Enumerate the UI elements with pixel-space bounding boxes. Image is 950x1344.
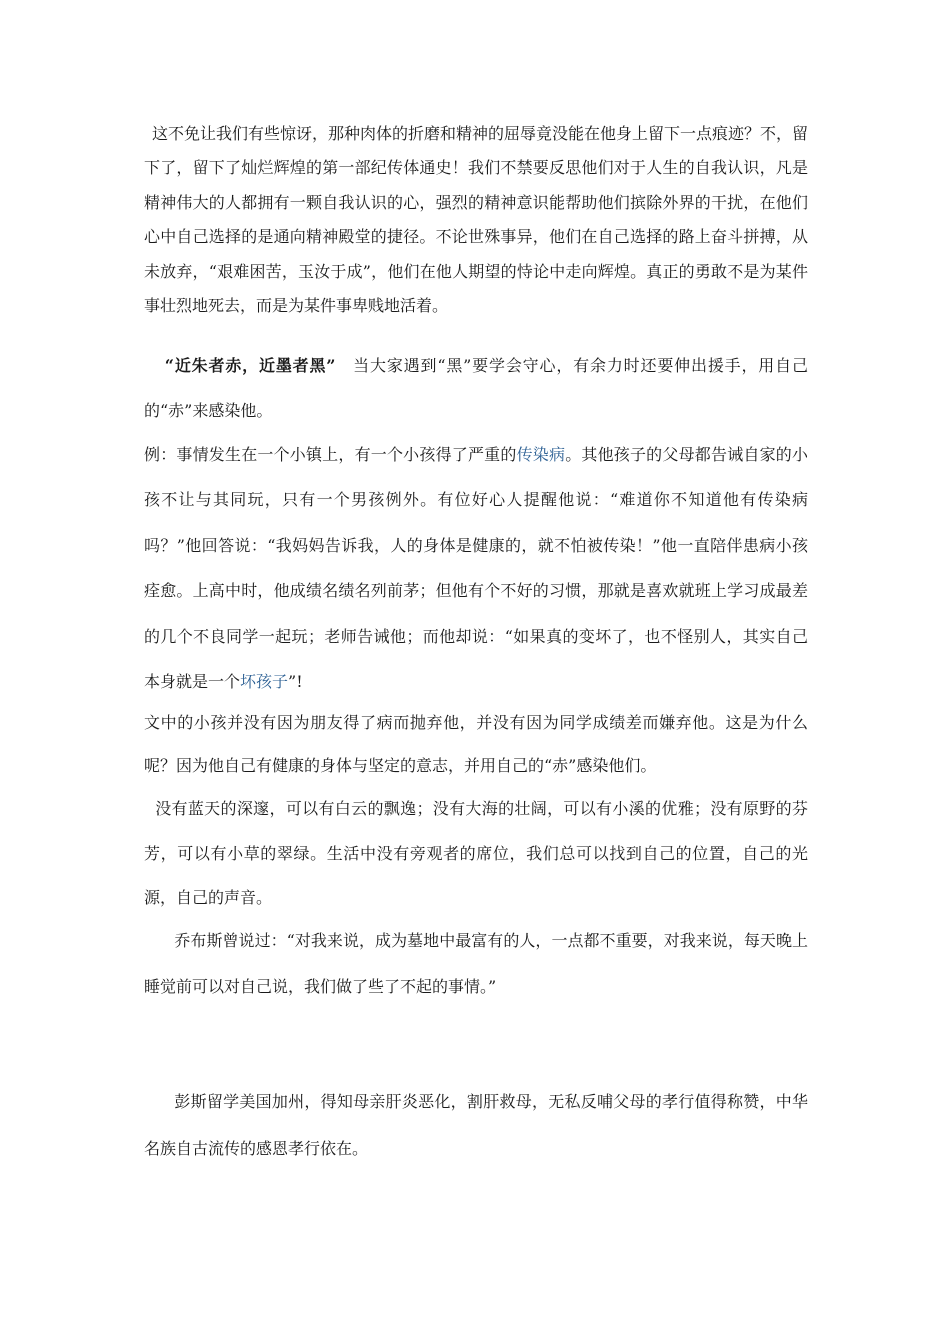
paragraph-heading: “近朱者赤，近墨者黑”	[164, 356, 336, 375]
link-infectious-disease[interactable]: 传染病	[516, 445, 566, 464]
paragraph-blue-sky: 没有蓝天的深邃，可以有白云的飘逸；没有大海的壮阔，可以有小溪的优雅；没有原野的芬芳，可以有小草的翠绿。生活中没有旁观者的席位，我们总可以找到自己的位置，自己的光源，自己的声音。	[144, 799, 808, 907]
paragraph-jobs-quote: 乔布斯曾说过：“对我来说，成为墓地中最富有的人，一点都不重要，对我来说，每天晚上睡觉前可以对自己说，我们做了些了不起的事情。”	[144, 931, 808, 996]
example-text-part1: 例：事情发生在一个小镇上，有一个小孩得了严重的	[144, 445, 517, 464]
example-text-part3: ”!	[288, 672, 303, 692]
example-text-part2: 。其他孩子的父母都告诫自家的小孩不让与其同玩，只有一个男孩例外。有位好心人提醒他说：“难道你不知道他有传染病吗？”他回答说：“我妈妈告诉我，人的身体是健康的，就不怕被传染！”他一直陪伴患病小孩痊愈。上高中时，他成绩名绩名列前茅；但他有个不好的习惯，那就是喜欢就班上学习成最差的几个不良同学一起玩；老师告诫他；而他却说：“如果真的变坏了，也不怪别人，其实自己本身就是一个	[144, 445, 808, 692]
paragraph-example	[144, 432, 808, 704]
paragraph-body: 当大家遇到“黑”要学会守心，有余力时还要伸出援手，用自己的“赤”来感染他。	[144, 356, 808, 420]
link-bad-child[interactable]: 坏孩子	[240, 672, 289, 692]
paragraph-jin-zhu-zhe-chi	[144, 343, 808, 433]
paragraph-filial-piety: 彭斯留学美国加州，得知母亲肝炎恶化，割肝救母，无私反哺父母的孝行值得称赞，中华名族自古流传的感恩孝行依在。	[144, 1092, 808, 1158]
paragraph-sima-qian: 这不免让我们有些惊讶，那种肉体的折磨和精神的屈辱竟没能在他身上留下一点痕迹？不，留下了，留下了灿烂辉煌的第一部纪传体通史！我们不禁要反思他们对于人生的自我认识，凡是精神伟大的人都拥有一颗自我认识的心，强烈的精神意识能帮助他们摈除外界的干扰，在他们心中自己选择的是通向精神殿堂的捷径。不论世殊事异，他们在自己选择的路上奋斗拼搏，从未放弃，“艰难困苦，玉汝于成”，他们在他人期望的恃论中走向辉煌。真正的勇敢不是为某件事壮烈地死去，而是为某件事卑贱地活着。	[144, 124, 809, 316]
paragraph-analysis: 文中的小孩并没有因为朋友得了病而抛弃他，并没有因为同学成绩差而嫌弃他。这是为什么呢？因为他自己有健康的身体与坚定的意志，并用自己的“赤”感染他们。	[144, 713, 808, 775]
